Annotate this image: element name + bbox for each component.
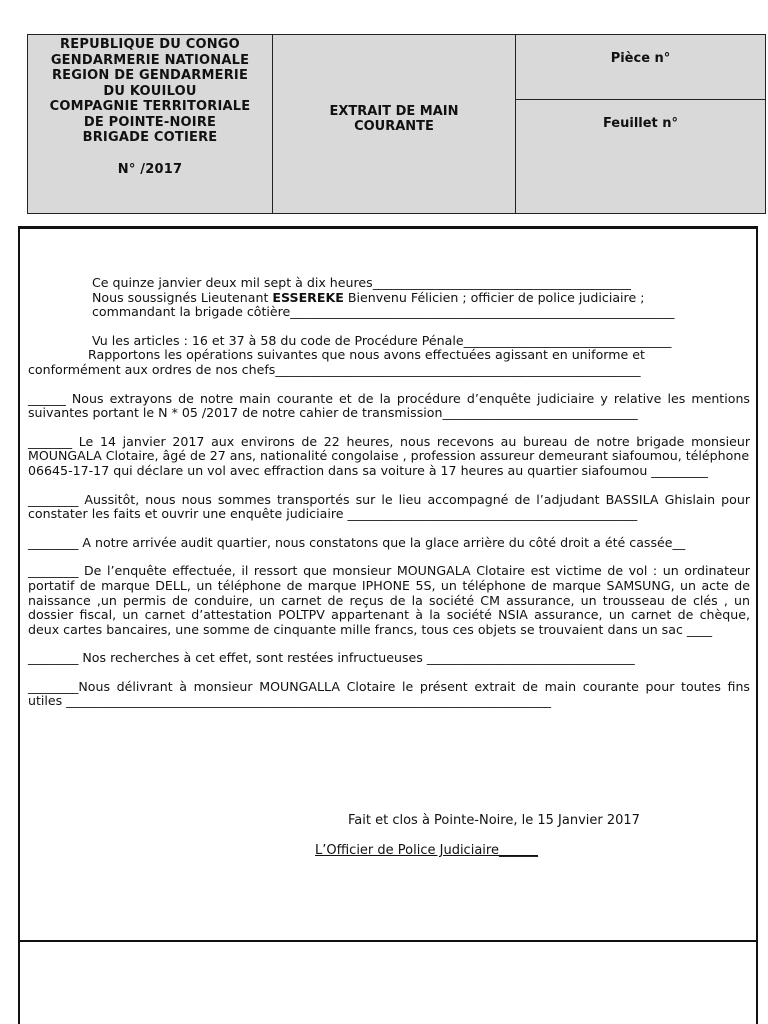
reference-cells	[516, 35, 765, 213]
paragraph-declaration: 06645-17-17 qui déclare un vol avec effraction dans sa voiture à 17 heures au quartier siafoumou _________	[28, 462, 708, 478]
paragraph-command: commandant la brigade côtière_____________________________________________________________	[92, 304, 675, 320]
closing-statement: Fait et clos à Pointe-Noire, le 15 Janvier 2017	[348, 813, 640, 828]
issuing-authority	[28, 35, 273, 213]
paragraph-orders: conformément aux ordres de nos chefs__________________________________________________________	[28, 361, 641, 377]
authority-line: REGION DE GENDARMERIE	[51, 68, 249, 83]
title-line: EXTRAIT DE MAIN	[329, 103, 459, 119]
paragraph-investigation: ________ De l’enquête effectuée, il ressort que monsieur MOUNGALA Clotaire est victime de vol : un ordinateur portatif de marque DELL, un téléphone de marque IPHONE 5S, un téléphone de marque SAMSUNG, un acte de naissance ,un permis de conduire, un carnet de reçus de la société CM assurance, un trousseau de clés , un dossier fiscal, un carnet d’attestation POLTPV appartenant à la société NSIA assurance, un carnet de chèque, deux cartes bancaires, une somme de cinquante mille francs, tous ces objets se trouvaient dans un sac ____	[28, 563, 750, 637]
authority-line: BRIGADE COTIERE	[82, 130, 218, 145]
authority-line: REPUBLIQUE DU CONGO	[60, 37, 240, 52]
paragraph-officer	[28, 291, 750, 306]
sheet-number: Feuillet n°	[602, 116, 679, 131]
document-body	[28, 276, 750, 709]
authority-line: GENDARMERIE NATIONALE	[50, 52, 250, 68]
paragraph-date: Ce quinze janvier deux mil sept à dix heures_________________________________________	[92, 275, 631, 290]
document-title	[273, 35, 516, 213]
paragraph-articles: Vu les articles : 16 et 37 à 58 du code de Procédure Pénale_________________________________	[92, 332, 672, 348]
officer-text: Bienvenu Félicien ; officier de police judiciaire ;	[343, 289, 645, 305]
authority-line: COMPAGNIE TERRITORIALE	[49, 99, 251, 114]
officer-name: ESSEREKE	[272, 289, 344, 305]
document-footer-frame	[18, 940, 758, 1024]
authority-line: DE POINTE-NOIRE	[83, 114, 217, 130]
title-line: COURANTE	[354, 119, 434, 134]
paragraph-search: ________ Nos recherches à cet effet, sont restées infructueuses _________________________________	[28, 650, 635, 666]
authority-line: DU KOUILOU	[103, 83, 197, 99]
paragraph-arrival: ________ A notre arrivée audit quartier, nous constatons que la glace arrière du côté droit a été cassée__	[28, 534, 686, 550]
signature-line: L’Officier de Police Judiciaire______	[315, 843, 538, 858]
header-table	[27, 34, 766, 214]
paragraph-transport: ________ Aussitôt, nous nous sommes transportés sur le lieu accompagné de l’adjudant BASSILA Ghislain pour constater les faits et ouvrir une enquête judiciaire ______________________________________________	[28, 491, 750, 522]
paragraph-report: Rapportons les opérations suivantes que nous avons effectuées agissant en uniforme et	[88, 347, 645, 363]
paragraph-complaint: _______ Le 14 janvier 2017 aux environs de 22 heures, nous recevons au bureau de notre brigade monsieur MOUNGALA Clotaire, âgé de 27 ans, nationalité congolaise , profession assureur demeurant siafoumou, téléphone	[28, 433, 750, 464]
piece-number: Pièce n°	[516, 35, 765, 100]
officer-text: Nous soussignés Lieutenant	[92, 289, 273, 305]
document-number: N° /2017	[117, 161, 183, 177]
paragraph-delivery: ________Nous délivrant à monsieur MOUNGALLA Clotaire le présent extrait de main courante pour toutes fins utiles _____________________________________________________________________________	[28, 678, 750, 709]
paragraph-extract: ______ Nous extrayons de notre main courante et de la procédure d’enquête judiciaire y relative les mentions suivantes portant le N * 05 /2017 de notre cahier de transmission_______________________________	[28, 390, 750, 421]
